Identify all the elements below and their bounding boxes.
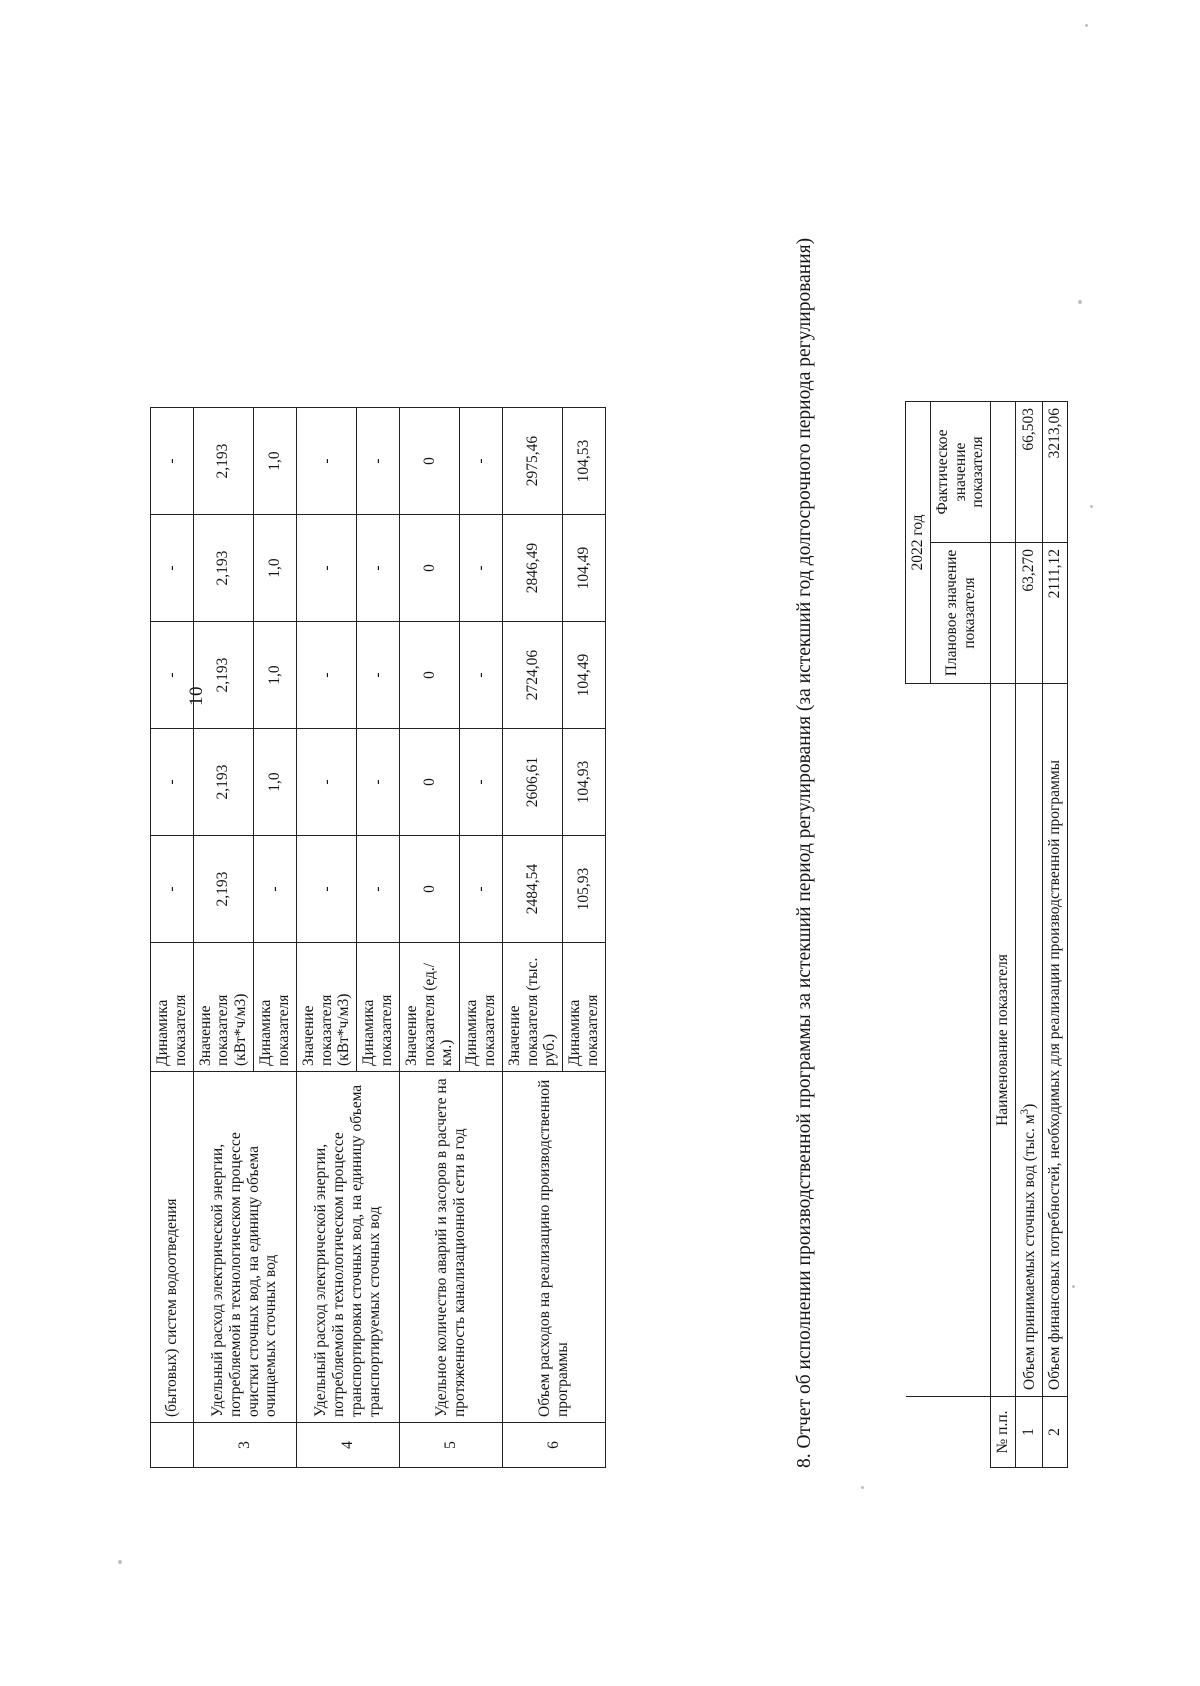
value-cell: 2846,49: [502, 515, 562, 622]
value-cell: 2606,61: [502, 729, 562, 836]
value-cell: -: [151, 408, 194, 515]
indicator-subrow-label: Значение показателя (кВт*ч/м3): [296, 943, 356, 1072]
row-number: 5: [399, 1423, 502, 1468]
value-cell: -: [357, 622, 400, 729]
fact-value: 3213,06: [1043, 402, 1068, 543]
value-cell: 1,0: [254, 622, 297, 729]
value-cell: 2,193: [193, 515, 253, 622]
value-cell: 2484,54: [502, 836, 562, 943]
indicator-name: Удельное количество аварий и засоров в расчете на протяженность канализационной сети в год: [399, 1072, 502, 1423]
value-cell: -: [357, 836, 400, 943]
fact-column-header: Фактическое значение показателя: [930, 402, 990, 543]
fact-value: 66,503: [1016, 402, 1043, 543]
value-cell: -: [151, 622, 194, 729]
value-cell: 104,49: [563, 515, 606, 622]
value-cell: -: [357, 729, 400, 836]
value-cell: 104,53: [563, 408, 606, 515]
value-cell: 1,0: [254, 729, 297, 836]
row-number: 2: [1043, 1397, 1068, 1468]
value-cell: -: [151, 729, 194, 836]
section-8-paragraph: 8. Отчет об исполнении производственной программы за истекший период регулирования (за истекший год долгосрочного периода регулирования): [794, 237, 815, 1468]
row-number: 1: [1016, 1397, 1043, 1468]
indicator-subrow-label: Динамика показателя: [460, 943, 503, 1072]
row-number: [151, 1423, 194, 1468]
table-header-row: [906, 402, 931, 1468]
table-row: [296, 408, 356, 1468]
value-cell: -: [296, 729, 356, 836]
indicator-name-tail: ): [1021, 1103, 1039, 1109]
empty-corner-cell: [906, 684, 991, 1397]
value-cell: -: [460, 622, 503, 729]
main-table-body: [151, 408, 606, 1468]
row-number: 6: [502, 1423, 605, 1468]
indicator-subrow-label: Динамика показателя: [151, 943, 194, 1072]
value-cell: -: [357, 515, 400, 622]
value-cell: 0: [399, 515, 459, 622]
table-row: [1016, 402, 1043, 1468]
indicator-name: [1016, 684, 1043, 1397]
indicator-name: Удельный расход электрической энергии, потребляемой в технологическом процессе транспортировки сточных вод, на единицу объема транспортируемых сточных вод: [296, 1072, 399, 1423]
value-cell: 104,93: [563, 729, 606, 836]
value-cell: -: [357, 408, 400, 515]
indicator-subrow-label: Значение показателя (кВт*ч/м3): [193, 943, 253, 1072]
production-program-indicators-table: [150, 407, 606, 1468]
indicator-name: Удельный расход электрической энергии, потребляемой в технологическом процессе очистки сточных вод, на единицу объема очищаемых сточных вод: [193, 1072, 296, 1423]
value-cell: -: [460, 836, 503, 943]
table-row: [1043, 402, 1068, 1468]
indicator-subrow-label: Значение показателя (ед./км.): [399, 943, 459, 1072]
table-row: [193, 408, 253, 1468]
value-cell: -: [460, 408, 503, 515]
value-cell: -: [254, 836, 297, 943]
value-cell: 1,0: [254, 515, 297, 622]
value-cell: -: [296, 836, 356, 943]
indicator-subrow-label: Динамика показателя: [563, 943, 606, 1072]
indicator-subrow-label: Динамика показателя: [254, 943, 297, 1072]
value-cell: 2,193: [193, 836, 253, 943]
value-cell: -: [151, 836, 194, 943]
value-cell: -: [296, 408, 356, 515]
value-cell: -: [296, 515, 356, 622]
execution-report-table: [905, 401, 1068, 1468]
value-cell: -: [296, 622, 356, 729]
row-number: 3: [193, 1423, 296, 1468]
value-cell: 105,93: [563, 836, 606, 943]
value-cell: 0: [399, 729, 459, 836]
value-cell: 0: [399, 836, 459, 943]
row-number: 4: [296, 1423, 399, 1468]
value-cell: -: [460, 515, 503, 622]
plan-value: 2111,12: [1043, 543, 1068, 684]
year-header: 2022 год: [906, 402, 931, 684]
fact-header-spacer: [991, 402, 1016, 543]
page-number: 10: [186, 686, 207, 706]
indicator-name-superscript: 3: [1019, 1108, 1032, 1115]
indicator-column-header: Наименование показателя: [991, 684, 1016, 1397]
indicator-name: Объем финансовых потребностей, необходимых для реализации производственной программы: [1043, 684, 1068, 1397]
value-cell: 0: [399, 408, 459, 515]
table-row: [502, 408, 562, 1468]
indicator-name: (бытовых) систем водоотведения: [151, 1072, 194, 1423]
value-cell: 2724,06: [502, 622, 562, 729]
value-cell: -: [151, 515, 194, 622]
table-row: [399, 408, 459, 1468]
value-cell: 104,49: [563, 622, 606, 729]
plan-column-header: Плановое значение показателя: [930, 543, 990, 684]
table-row: [151, 408, 194, 1468]
value-cell: 1,0: [254, 408, 297, 515]
empty-corner-cell: [906, 1397, 991, 1468]
indicator-subrow-label: Значение показателя (тыс. руб.): [502, 943, 562, 1072]
value-cell: 2,193: [193, 622, 253, 729]
plan-header-spacer: [991, 543, 1016, 684]
value-cell: 2,193: [193, 729, 253, 836]
value-cell: 2,193: [193, 408, 253, 515]
indicator-name: Объем расходов на реализацино производственной программы: [502, 1072, 605, 1423]
value-cell: -: [460, 729, 503, 836]
value-cell: 2975,46: [502, 408, 562, 515]
np-column-header: № п.п.: [991, 1397, 1016, 1468]
value-cell: 0: [399, 622, 459, 729]
second-table-body: [906, 402, 1068, 1468]
indicator-name-text: Объем принимаемых сточных вод (тыс. м: [1021, 1114, 1039, 1390]
plan-value: 63,270: [1016, 543, 1043, 684]
table-header-row: [991, 402, 1016, 1468]
indicator-subrow-label: Динамика показателя: [357, 943, 400, 1072]
